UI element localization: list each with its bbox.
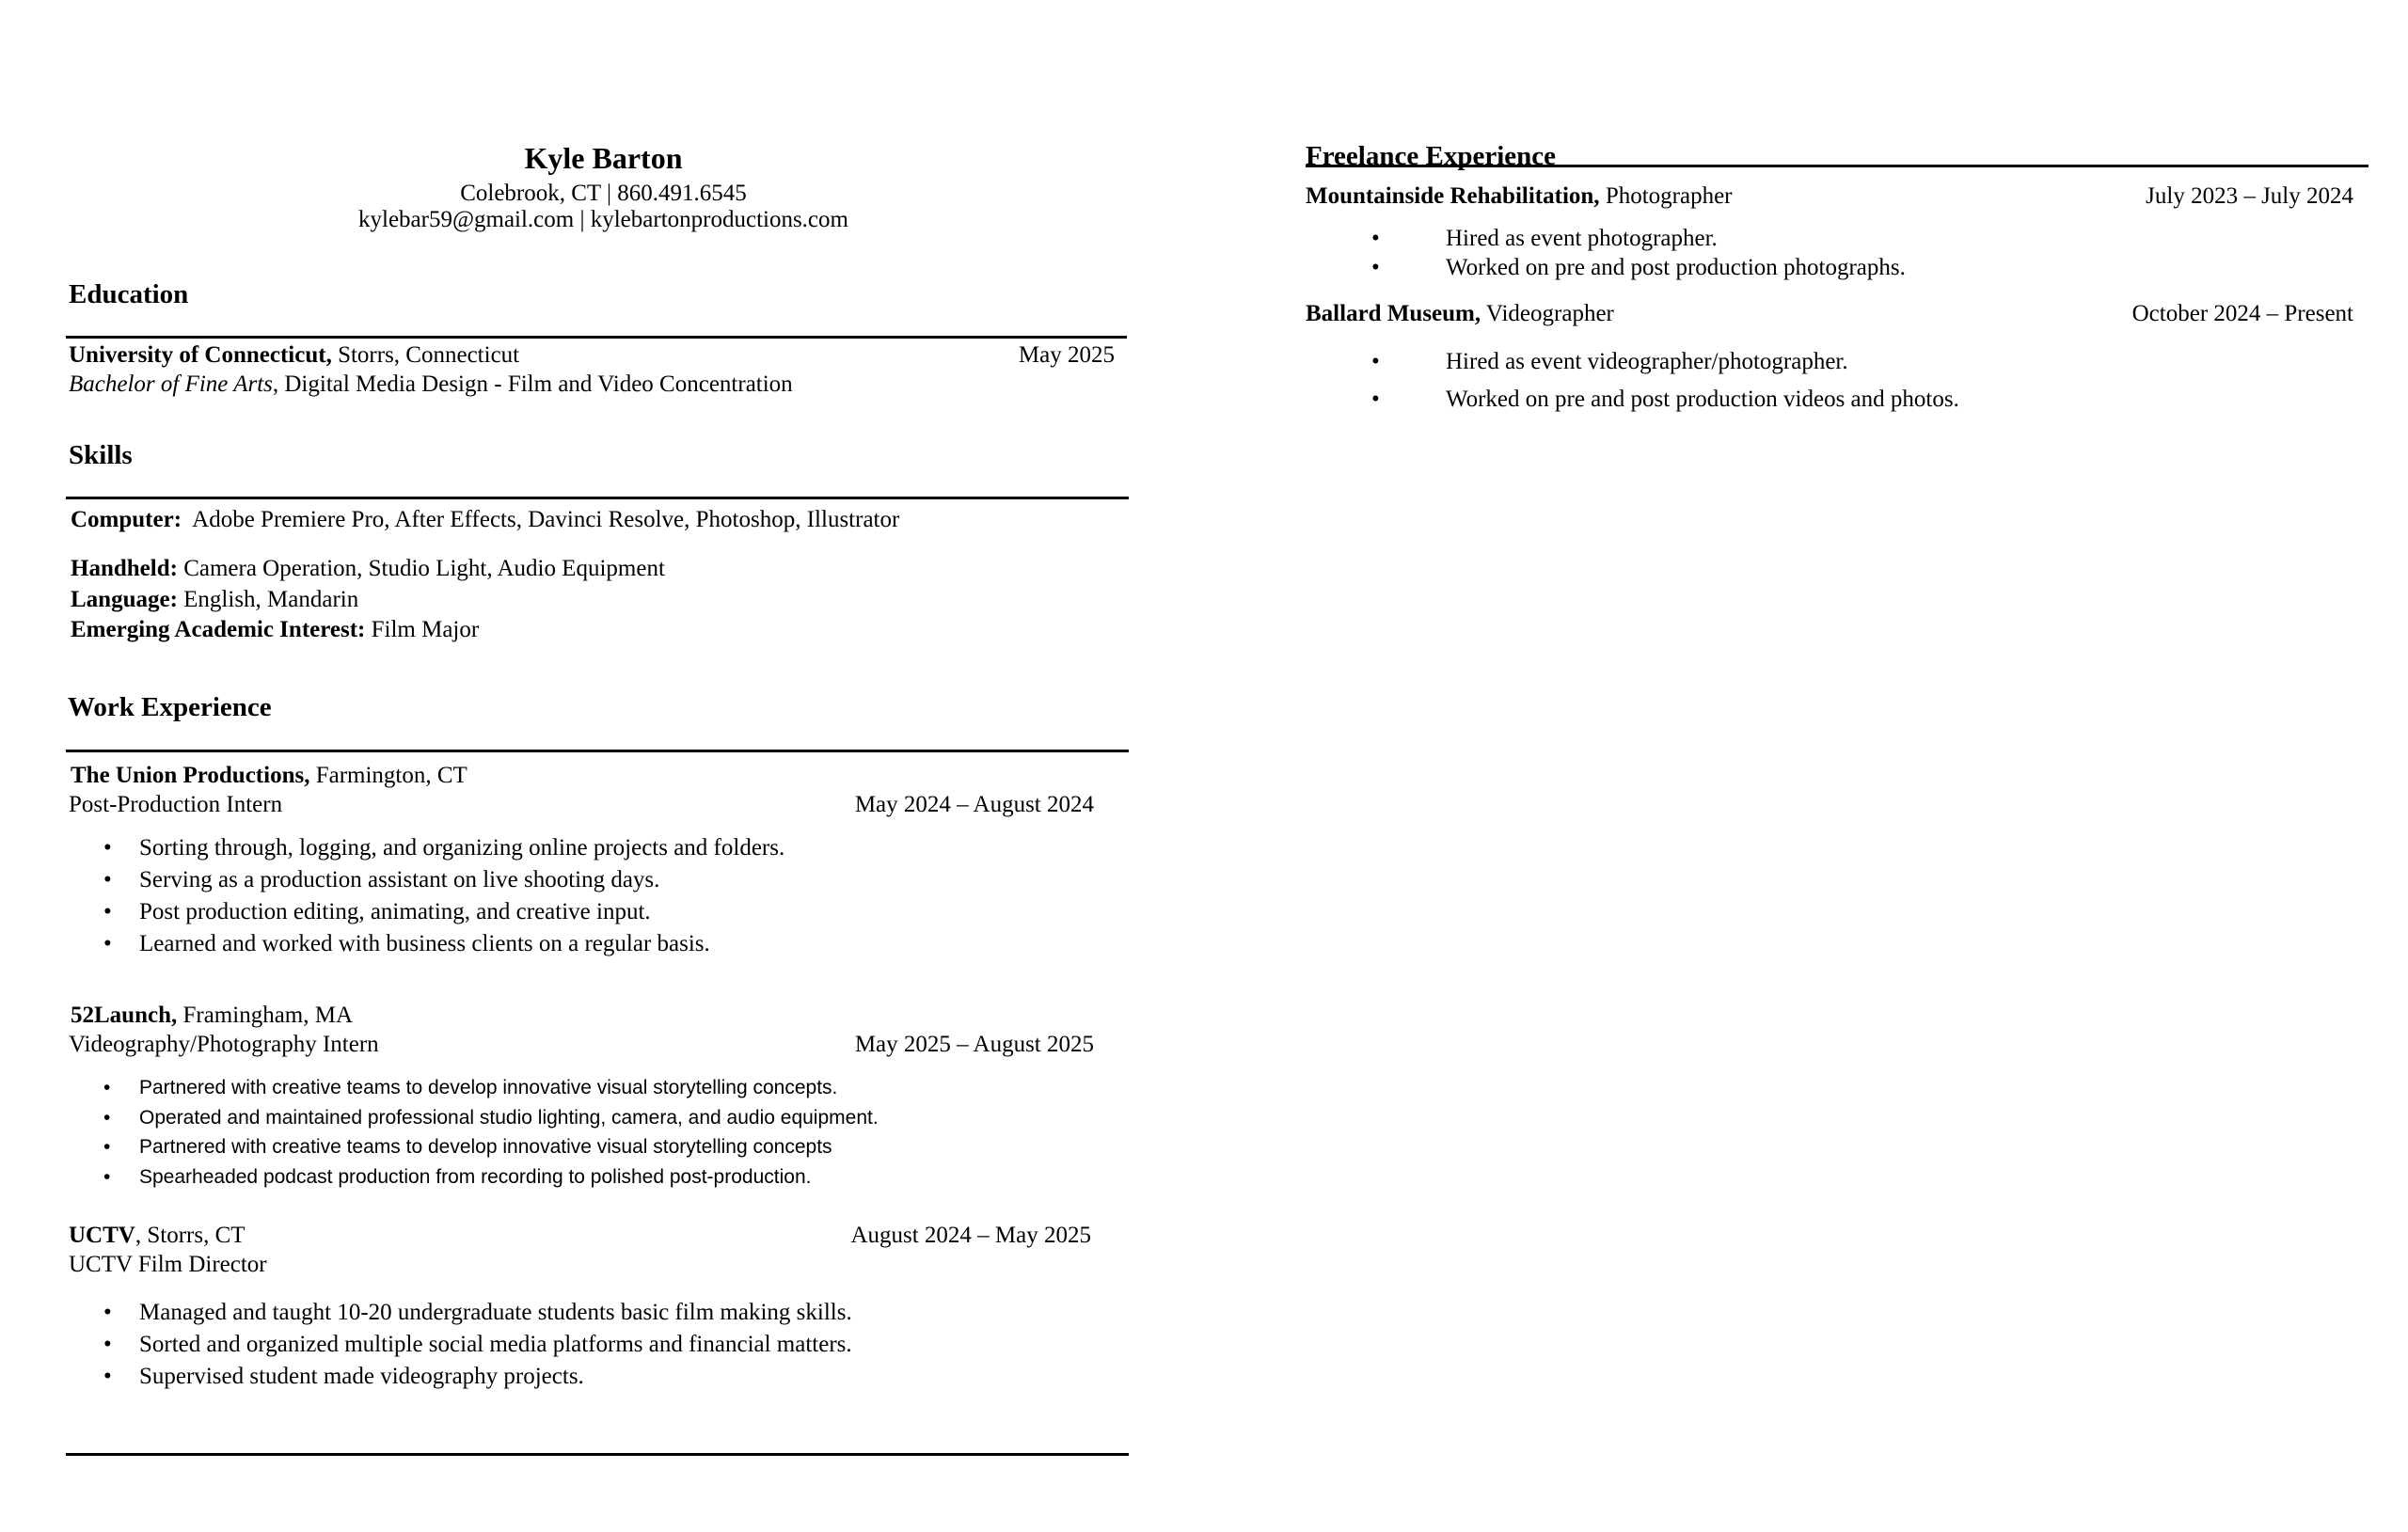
freelance-date: July 2023 – July 2024 bbox=[2146, 183, 2353, 209]
bullet-text: Operated and maintained professional studio lighting, camera, and audio equipment. bbox=[139, 1107, 879, 1129]
skill-value: Film Major bbox=[365, 617, 480, 642]
job-role: Videography/Photography Intern bbox=[69, 1032, 379, 1057]
bullet-text: Sorting through, logging, and organizing online projects and folders. bbox=[139, 835, 785, 861]
skill-value: English, Mandarin bbox=[177, 587, 359, 612]
education-date: May 2025 bbox=[1018, 342, 1115, 368]
bullet-text: Partnered with creative teams to develop innovative visual storytelling concepts. bbox=[139, 1077, 838, 1098]
bullet-text: Sorted and organized multiple social media platforms and financial matters. bbox=[139, 1332, 852, 1357]
job-bullet: • Operated and maintained professional studio lighting, camera, and audio equipment. bbox=[103, 1107, 879, 1129]
education-rule bbox=[66, 336, 1127, 339]
bullet-text: Managed and taught 10-20 undergraduate students basic film making skills. bbox=[139, 1300, 852, 1325]
job-bullet: • Post production editing, animating, and creative input. bbox=[103, 899, 651, 924]
job-org-line bbox=[69, 1223, 246, 1249]
education-school-line bbox=[69, 342, 519, 369]
contact-location-phone: Colebrook, CT | 860.491.6545 bbox=[460, 181, 747, 206]
bullet-text: Hired as event videographer/photographer. bbox=[1446, 349, 1848, 374]
bullet-text: Hired as event photographer. bbox=[1446, 226, 1718, 251]
freelance-bullet: • Hired as event photographer. bbox=[1371, 226, 1718, 251]
freelance-bullet: • Worked on pre and post production videos and photos. bbox=[1371, 387, 1959, 412]
job-bullet: • Sorted and organized multiple social media platforms and financial matters. bbox=[103, 1332, 852, 1357]
freelance-org-line bbox=[1306, 301, 1614, 327]
skill-label: Computer: bbox=[71, 507, 182, 532]
candidate-name: Kyle Barton bbox=[524, 141, 683, 175]
freelance-bullet: • Worked on pre and post production photographs. bbox=[1371, 255, 1906, 280]
education-degree: Bachelor of Fine Arts bbox=[69, 371, 273, 397]
freelance-role: Photographer bbox=[1599, 183, 1733, 209]
job-bullet: • Spearheaded podcast production from recording to polished post-production. bbox=[103, 1166, 812, 1188]
job-org: 52Launch, bbox=[71, 1003, 178, 1028]
freelance-date: October 2024 – Present bbox=[2131, 301, 2353, 326]
bullet-text: Serving as a production assistant on live shooting days. bbox=[139, 867, 660, 892]
skill-label: Handheld: bbox=[71, 556, 178, 581]
freelance-bullet: • Hired as event videographer/photographer. bbox=[1371, 349, 1848, 374]
skill-handheld bbox=[71, 556, 665, 582]
job-bullet: • Partnered with creative teams to develop innovative visual storytelling concepts. bbox=[103, 1077, 838, 1098]
job-date: May 2024 – August 2024 bbox=[854, 792, 1094, 817]
bullet-text: Learned and worked with business clients on a regular basis. bbox=[139, 931, 710, 956]
skill-label: Language: bbox=[71, 587, 178, 612]
skills-rule bbox=[66, 497, 1129, 499]
job-place: , Storrs, CT bbox=[135, 1223, 246, 1248]
skill-value: Adobe Premiere Pro, After Effects, Davinci Resolve, Photoshop, Illustrator bbox=[182, 507, 900, 532]
bottom-rule bbox=[66, 1453, 1129, 1456]
job-org-line bbox=[71, 763, 467, 789]
job-bullet: • Managed and taught 10-20 undergraduate students basic film making skills. bbox=[103, 1300, 852, 1325]
job-date: May 2025 – August 2025 bbox=[854, 1032, 1094, 1057]
freelance-role: Videographer bbox=[1481, 301, 1614, 326]
work-rule bbox=[66, 750, 1129, 752]
job-org: UCTV bbox=[69, 1223, 135, 1248]
job-place: Framingham, MA bbox=[177, 1003, 354, 1028]
bullet-text: Worked on pre and post production photographs. bbox=[1446, 255, 1906, 280]
job-org-line bbox=[71, 1003, 353, 1029]
bullet-text: Spearheaded podcast production from recording to polished post-production. bbox=[139, 1166, 812, 1188]
skills-heading: Skills bbox=[69, 440, 133, 470]
work-heading: Work Experience bbox=[68, 692, 272, 722]
skill-academic-interest bbox=[71, 617, 479, 643]
freelance-org-line bbox=[1306, 183, 1733, 210]
freelance-heading: Freelance Experience bbox=[1306, 141, 1556, 171]
education-degree-line bbox=[69, 371, 793, 398]
job-bullet: • Sorting through, logging, and organizing online projects and folders. bbox=[103, 835, 785, 861]
education-heading: Education bbox=[69, 279, 189, 309]
education-place: Storrs, Connecticut bbox=[331, 342, 520, 368]
education-school: University of Connecticut, bbox=[69, 342, 332, 368]
freelance-org: Mountainside Rehabilitation, bbox=[1306, 183, 1600, 209]
job-bullet: • Supervised student made videography projects. bbox=[103, 1364, 584, 1389]
freelance-org: Ballard Museum, bbox=[1306, 301, 1481, 326]
job-role: UCTV Film Director bbox=[69, 1252, 267, 1277]
job-role: Post-Production Intern bbox=[69, 792, 283, 817]
bullet-text: Worked on pre and post production videos and photos. bbox=[1446, 387, 1959, 412]
job-bullet: • Partnered with creative teams to develop innovative visual storytelling concepts bbox=[103, 1136, 832, 1158]
job-org: The Union Productions, bbox=[71, 763, 310, 788]
job-bullet: • Learned and worked with business clients on a regular basis. bbox=[103, 931, 710, 956]
education-degree-detail: , Digital Media Design - Film and Video Concentration bbox=[272, 371, 793, 397]
bullet-text: Supervised student made videography projects. bbox=[139, 1364, 584, 1389]
job-place: Farmington, CT bbox=[309, 763, 467, 788]
skill-computer bbox=[71, 507, 899, 533]
skill-language bbox=[71, 587, 358, 613]
bullet-text: Partnered with creative teams to develop innovative visual storytelling concepts bbox=[139, 1136, 832, 1158]
contact-email-website: kylebar59@gmail.com | kylebartonproductions.com bbox=[358, 207, 848, 232]
job-date: August 2024 – May 2025 bbox=[850, 1223, 1091, 1248]
bullet-text: Post production editing, animating, and creative input. bbox=[139, 899, 651, 924]
job-bullet: • Serving as a production assistant on live shooting days. bbox=[103, 867, 660, 892]
skill-value: Camera Operation, Studio Light, Audio Equipment bbox=[177, 556, 665, 581]
freelance-rule bbox=[1306, 165, 2368, 167]
skill-label: Emerging Academic Interest: bbox=[71, 617, 366, 642]
